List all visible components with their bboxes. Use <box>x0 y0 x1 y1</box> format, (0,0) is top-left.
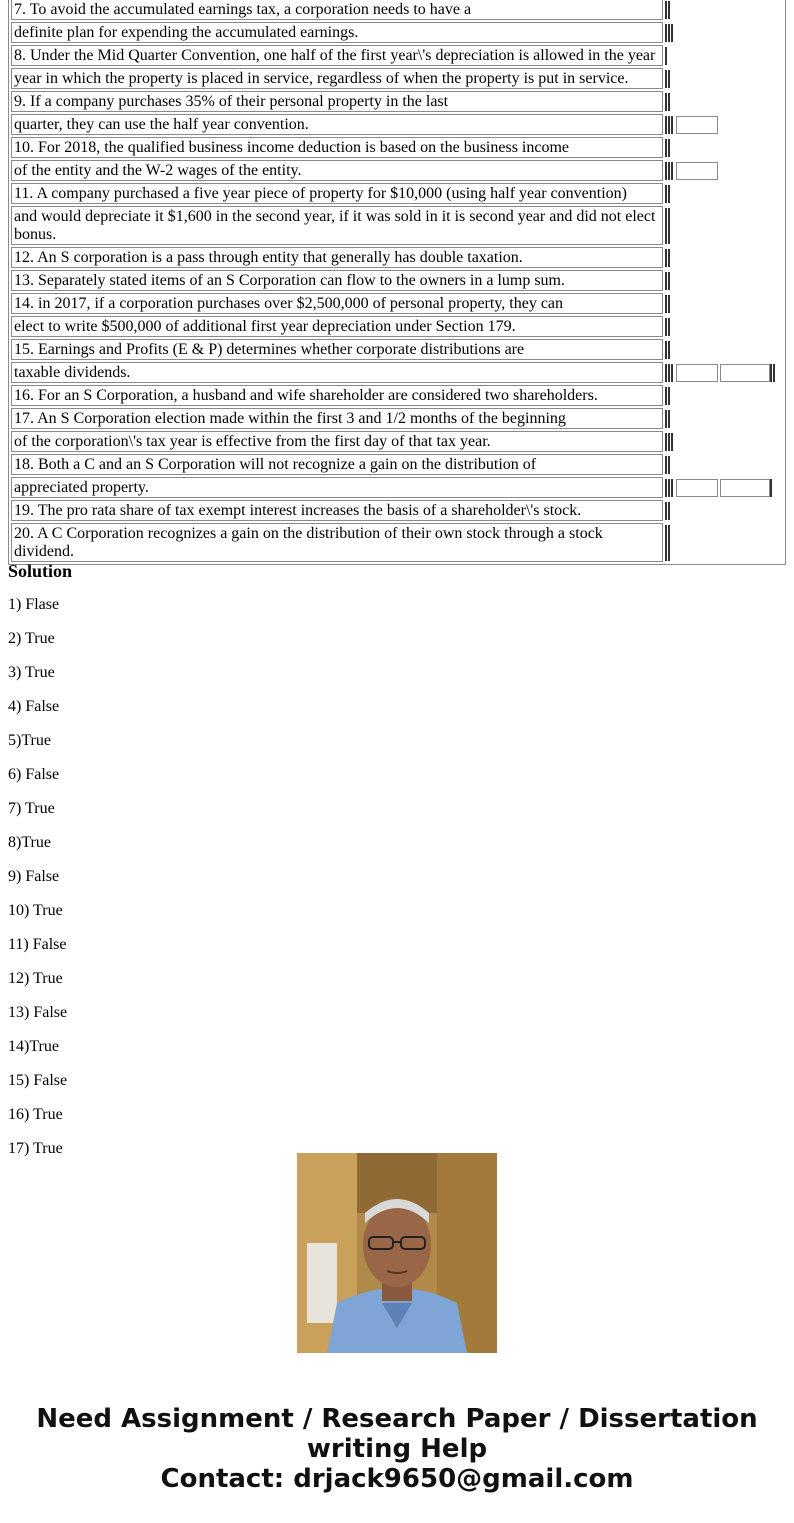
question-text: 17. An S Corporation election made within the first 3 and 1/2 months of the beginning <box>11 408 663 429</box>
cell-border <box>668 70 670 88</box>
question-text: 14. in 2017, if a corporation purchases over $2,500,000 of personal property, they can <box>11 293 663 314</box>
cell-border <box>671 479 673 497</box>
question-text: 13. Separately stated items of an S Corporation can flow to the owners in a lump sum. <box>11 270 663 291</box>
question-row <box>11 339 783 360</box>
answer-item: 15) False <box>8 1072 68 1089</box>
question-row <box>11 160 783 181</box>
answer-item: 8)True <box>8 834 51 851</box>
question-text: definite plan for expending the accumulated earnings. <box>11 22 663 43</box>
cell-border <box>665 502 667 520</box>
answer-marks <box>665 0 671 20</box>
answer-item: 3) True <box>8 664 55 681</box>
answer-marks <box>665 339 671 360</box>
question-row <box>11 45 783 66</box>
answer-item: 10) True <box>8 902 63 919</box>
answer-item: 7) True <box>8 800 55 817</box>
cell-border <box>665 295 667 313</box>
promo-line-1: Need Assignment / Research Paper / Dissertation <box>36 1404 758 1434</box>
cell-border <box>665 525 667 561</box>
cell-border <box>668 185 670 203</box>
question-text: elect to write $500,000 of additional first year depreciation under Section 179. <box>11 316 663 337</box>
cell-border <box>671 364 673 382</box>
answer-marks <box>665 247 671 268</box>
answer-marks <box>665 454 671 475</box>
cell-border <box>665 479 667 497</box>
answer-box[interactable] <box>720 479 770 497</box>
cell-border <box>668 410 670 428</box>
question-row <box>11 385 783 406</box>
answer-marks <box>665 22 674 43</box>
cell-border <box>770 364 772 382</box>
answer-item: 5)True <box>8 732 51 749</box>
answer-marks <box>665 500 671 521</box>
answer-item: 2) True <box>8 630 55 647</box>
answer-marks <box>665 45 668 66</box>
cell-border <box>665 1 667 19</box>
answer-box[interactable] <box>676 116 718 134</box>
answer-marks <box>665 91 671 112</box>
question-text: of the corporation\'s tax year is effective from the first day of that tax year. <box>11 431 663 452</box>
cell-border <box>668 139 670 157</box>
question-text: 20. A C Corporation recognizes a gain on the distribution of their own stock through a stock dividend. <box>11 523 663 562</box>
question-row <box>11 68 783 89</box>
question-row <box>11 523 783 562</box>
answer-item: 14)True <box>8 1038 59 1055</box>
answer-item: 13) False <box>8 1004 68 1021</box>
cell-border <box>665 185 667 203</box>
cell-border <box>665 47 667 65</box>
answer-item: 16) True <box>8 1106 63 1123</box>
answer-item: 11) False <box>8 936 67 953</box>
cell-border <box>668 116 670 134</box>
cell-border <box>665 249 667 267</box>
question-text: 8. Under the Mid Quarter Convention, one half of the first year\'s depreciation is allowed in the year <box>11 45 663 66</box>
cell-border <box>671 433 673 451</box>
cell-border <box>665 162 667 180</box>
answer-marks <box>665 523 671 562</box>
question-text: 11. A company purchased a five year piece of property for $10,000 (using half year convention) <box>11 183 663 204</box>
answer-box[interactable] <box>676 479 718 497</box>
cell-border <box>668 208 670 244</box>
cell-border <box>668 387 670 405</box>
question-row <box>11 477 783 498</box>
cell-border <box>665 116 667 134</box>
cell-border <box>665 387 667 405</box>
questions-table <box>8 0 786 565</box>
cell-border <box>668 1 670 19</box>
question-row <box>11 0 783 20</box>
question-row <box>11 293 783 314</box>
cell-border <box>665 433 667 451</box>
cell-border <box>668 525 670 561</box>
cell-border <box>665 70 667 88</box>
promo-line-2: writing Help <box>306 1434 488 1464</box>
cell-border <box>668 479 670 497</box>
question-row <box>11 183 783 204</box>
cell-border <box>668 318 670 336</box>
answer-marks <box>665 183 671 204</box>
cell-border <box>668 249 670 267</box>
solution-section <box>8 560 788 1157</box>
cell-border <box>671 24 673 42</box>
answer-marks <box>665 206 671 245</box>
author-avatar <box>297 1153 497 1353</box>
cell-border <box>665 272 667 290</box>
cell-border <box>668 295 670 313</box>
question-text: 9. If a company purchases 35% of their personal property in the last <box>11 91 663 112</box>
cell-border <box>668 364 670 382</box>
answer-list <box>8 596 788 1158</box>
question-text: quarter, they can use the half year convention. <box>11 114 663 135</box>
cell-border <box>668 24 670 42</box>
answer-marks <box>665 362 776 383</box>
question-row <box>11 206 783 245</box>
promo-contact: Contact: drjack9650@gmail.com <box>160 1464 634 1494</box>
cell-border <box>668 502 670 520</box>
question-text: taxable dividends. <box>11 362 663 383</box>
cell-border <box>665 208 667 244</box>
question-row <box>11 270 783 291</box>
solution-heading: Solution <box>8 561 73 581</box>
answer-marks <box>665 114 718 135</box>
question-row <box>11 500 783 521</box>
answer-marks <box>665 316 671 337</box>
cell-border <box>668 433 670 451</box>
question-text: appreciated property. <box>11 477 663 498</box>
answer-item: 9) False <box>8 868 60 885</box>
answer-box[interactable] <box>676 364 718 382</box>
answer-marks <box>665 160 718 181</box>
question-row <box>11 408 783 429</box>
cell-border <box>665 410 667 428</box>
cell-border <box>668 341 670 359</box>
cell-border <box>665 139 667 157</box>
cell-border <box>665 341 667 359</box>
cell-border <box>665 364 667 382</box>
answer-marks <box>665 408 671 429</box>
question-row <box>11 22 783 43</box>
cell-border <box>665 318 667 336</box>
question-text: 19. The pro rata share of tax exempt interest increases the basis of a shareholder\'s stock. <box>11 500 663 521</box>
question-text: 10. For 2018, the qualified business income deduction is based on the business income <box>11 137 663 158</box>
answer-item: 1) Flase <box>8 596 60 613</box>
question-text: 12. An S corporation is a pass through entity that generally has double taxation. <box>11 247 663 268</box>
question-row <box>11 431 783 452</box>
question-text: 16. For an S Corporation, a husband and wife shareholder are considered two shareholders. <box>11 385 663 406</box>
answer-marks <box>665 431 674 452</box>
answer-marks <box>665 477 773 498</box>
question-row <box>11 137 783 158</box>
question-text: 7. To avoid the accumulated earnings tax, a corporation needs to have a <box>11 0 663 20</box>
cell-border <box>665 24 667 42</box>
answer-item: 12) True <box>8 970 63 987</box>
cell-border <box>665 456 667 474</box>
cell-border <box>668 456 670 474</box>
promo-banner <box>0 1404 794 1494</box>
cell-border <box>668 272 670 290</box>
question-text: 15. Earnings and Profits (E & P) determines whether corporate distributions are <box>11 339 663 360</box>
question-text: 18. Both a C and an S Corporation will not recognize a gain on the distribution of <box>11 454 663 475</box>
answer-marks <box>665 293 671 314</box>
cell-border <box>770 479 772 497</box>
question-row <box>11 91 783 112</box>
question-row <box>11 316 783 337</box>
question-text: and would depreciate it $1,600 in the second year, if it was sold in it is second year and did not elect bonus. <box>11 206 663 245</box>
answer-item: 6) False <box>8 766 60 783</box>
answer-marks <box>665 137 671 158</box>
cell-border <box>671 116 673 134</box>
question-row <box>11 247 783 268</box>
answer-item: 4) False <box>8 698 60 715</box>
question-row <box>11 362 783 383</box>
answer-item: 17) True <box>8 1140 63 1157</box>
answer-marks <box>665 270 671 291</box>
question-text: of the entity and the W-2 wages of the entity. <box>11 160 663 181</box>
answer-marks <box>665 68 671 89</box>
answer-box[interactable] <box>676 162 718 180</box>
answer-marks <box>665 385 671 406</box>
cell-border <box>668 162 670 180</box>
cell-border <box>665 93 667 111</box>
question-text: year in which the property is placed in service, regardless of when the property is put in service. <box>11 68 663 89</box>
cell-border <box>773 364 775 382</box>
answer-box[interactable] <box>720 364 770 382</box>
cell-border <box>668 93 670 111</box>
cell-border <box>671 162 673 180</box>
question-row <box>11 114 783 135</box>
question-row <box>11 454 783 475</box>
